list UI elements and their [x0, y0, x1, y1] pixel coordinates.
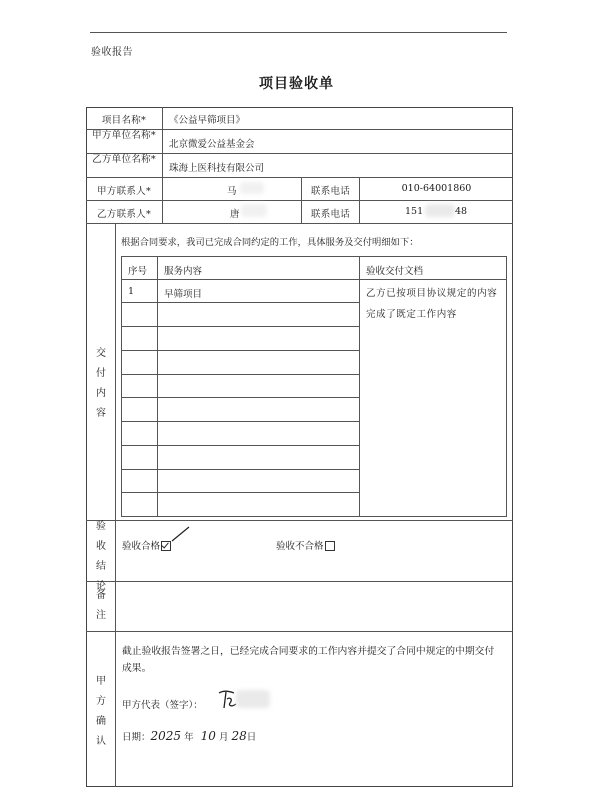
- inner-table-border: [121, 256, 507, 257]
- fail-option: [276, 538, 335, 552]
- party-a-phone-value: 010-64001860: [401, 183, 472, 194]
- date-line: [122, 729, 256, 743]
- pass-option: [122, 538, 171, 552]
- conclusion-label-char: 论: [96, 581, 106, 592]
- col-header-service: 服务内容: [164, 266, 203, 277]
- inner-table-col: [157, 256, 158, 517]
- row-divider: [86, 223, 513, 224]
- pass-label: 验收合格: [122, 541, 161, 552]
- project-name-label: 项目名称*: [101, 115, 147, 126]
- date-day: 28: [231, 729, 247, 743]
- inner-table-border: [506, 256, 507, 517]
- signature-redaction: [236, 690, 270, 708]
- row-divider: [86, 200, 513, 201]
- delivery-label-char: 交: [96, 348, 106, 359]
- inner-table-col: [359, 256, 360, 517]
- top-rule: [90, 32, 507, 33]
- page-title: 项目验收单: [259, 76, 334, 92]
- confirm-label-char: 甲: [96, 676, 106, 687]
- rep-label: 甲方代表（签字）：: [122, 700, 203, 711]
- redaction-blur: [241, 204, 267, 217]
- document-note: 乙方已按项目协议规定的内容完成了既定工作内容: [366, 288, 498, 320]
- check-stroke: [170, 524, 192, 544]
- row-divider: [86, 520, 513, 521]
- project-name-value: 《公益早筛项目》: [169, 115, 246, 126]
- conclusion-label-char: 结: [96, 561, 106, 572]
- col-header-no: 序号: [128, 266, 148, 277]
- redaction-blur: [240, 182, 264, 194]
- confirmation-section-label: [94, 672, 108, 752]
- party-b-unit-label: 乙方单位名称*: [92, 154, 156, 165]
- date-day-char: 日: [246, 732, 257, 743]
- confirm-label-char: 认: [96, 736, 106, 747]
- row-divider: [86, 581, 513, 582]
- fail-checkbox[interactable]: [325, 541, 335, 551]
- party-a-phone-label: 联系电话: [310, 186, 351, 197]
- date-month: 10: [200, 729, 216, 743]
- conclusion-section-label: [94, 517, 108, 597]
- party-b-phone-prefix: 151: [405, 206, 424, 217]
- section-column-divider: [115, 223, 116, 787]
- header-label: 验收报告: [91, 47, 133, 58]
- party-a-contact-name: 马: [227, 186, 237, 197]
- inner-table-border: [121, 516, 507, 517]
- col-header-document: 验收交付文档: [366, 266, 424, 277]
- party-b-phone-suffix: 48: [455, 206, 468, 217]
- confirm-label-char: 方: [96, 696, 106, 707]
- fail-label: 验收不合格: [276, 541, 324, 552]
- item-service: 早筛项目: [164, 289, 203, 300]
- date-year-char: 年: [184, 732, 194, 743]
- delivery-label-char: 付: [96, 368, 106, 379]
- party-b-contact-name: 唐: [230, 209, 240, 220]
- inner-table-border: [121, 256, 122, 517]
- confirmation-statement: 截止验收报告签署之日，已经完成合同要求的工作内容并提交了合同中规定的中期交付成果。: [122, 646, 495, 674]
- date-label: 日期：: [122, 732, 151, 743]
- party-b-contact-label: 乙方联系人*: [96, 209, 152, 220]
- item-no: 1: [128, 286, 135, 297]
- inner-table-row: [121, 279, 507, 280]
- delivery-section-label: [94, 344, 108, 424]
- remarks-section-label: [94, 586, 108, 626]
- delivery-intro: 根据合同要求，我司已完成合同约定的工作，具体服务及交付明细如下：: [121, 237, 419, 248]
- party-a-unit-label: 甲方单位名称*: [92, 130, 156, 141]
- redaction-blur: [425, 204, 455, 217]
- party-a-contact-label: 甲方联系人*: [96, 186, 152, 197]
- remarks-label-char: 注: [96, 610, 106, 621]
- party-b-unit-value: 珠海上医科技有限公司: [169, 163, 265, 174]
- label-column-divider: [162, 107, 163, 223]
- confirm-label-char: 确: [96, 716, 106, 727]
- conclusion-label-char: 验: [96, 521, 106, 532]
- row-divider: [86, 631, 513, 632]
- delivery-label-char: 容: [96, 408, 106, 419]
- party-b-phone-label: 联系电话: [310, 209, 351, 220]
- conclusion-label-char: 收: [96, 541, 106, 552]
- date-year: 2025: [150, 729, 182, 743]
- row-divider: [86, 177, 513, 178]
- party-a-unit-value: 北京微爱公益基金会: [169, 139, 255, 150]
- delivery-label-char: 内: [96, 388, 106, 399]
- remarks-label-char: 备: [96, 590, 106, 601]
- date-month-char: 月: [218, 732, 229, 743]
